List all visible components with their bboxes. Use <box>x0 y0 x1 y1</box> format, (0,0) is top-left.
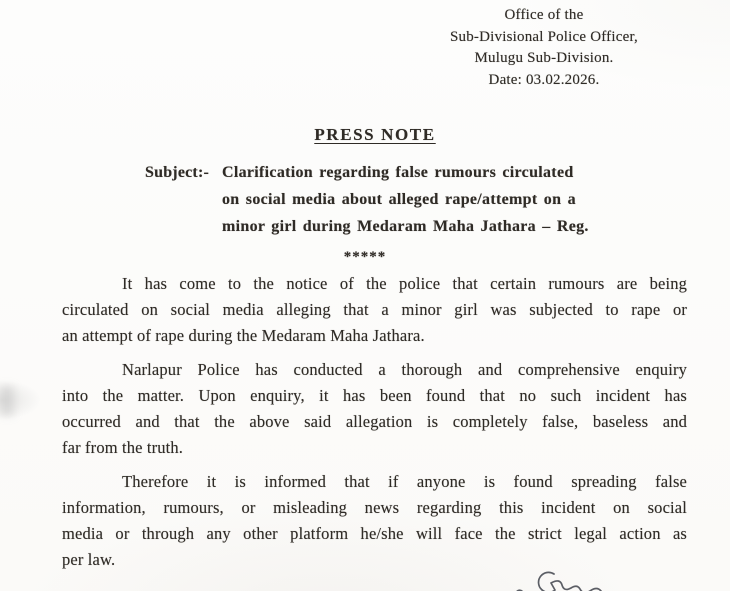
separator-stars: ***** <box>343 249 387 265</box>
body-line: It has come to the notice of the police that certain rumours are being <box>122 274 687 293</box>
letterhead-line-date: Date: 03.02.2026. <box>488 71 600 88</box>
body-line: per law. <box>62 550 116 569</box>
body-line: an attempt of rape during the Medaram Maha Jathara. <box>62 326 425 345</box>
body-text <box>62 271 687 581</box>
scan-smudge <box>0 386 14 416</box>
subject-line: minor girl during Medaram Maha Jathara – Reg. <box>222 218 589 235</box>
subject-block <box>145 159 642 240</box>
body-line: media or through any other platform he/she will face the strict legal action as <box>62 524 687 543</box>
subject-label: Subject:- <box>145 164 210 181</box>
body-line: information, rumours, or misleading news regarding this incident on social <box>62 498 687 517</box>
letterhead-line-division: Mulugu Sub-Division. <box>474 50 614 66</box>
body-line: occurred and that the above said allegation is completely false, baseless and <box>62 412 687 431</box>
paragraph-1 <box>62 271 687 349</box>
body-line: far from the truth. <box>62 438 184 457</box>
letterhead-line-officer: Sub-Divisional Police Officer, <box>449 28 638 45</box>
body-line: circulated on social media alleging that a minor girl was subjected to rape or <box>62 300 687 319</box>
document-title: PRESS NOTE <box>314 125 436 144</box>
body-line: into the matter. Upon enquiry, it has been found that no such incident has <box>62 386 687 405</box>
letterhead <box>433 5 655 91</box>
body-line: Narlapur Police has conducted a thorough and comprehensive enquiry <box>122 360 687 379</box>
subject-line: on social media about alleged rape/attempt on a <box>222 191 576 208</box>
subject-line: Clarification regarding false rumours circulated <box>222 164 574 181</box>
letterhead-line-office: Office of the <box>504 7 584 23</box>
body-line: Therefore it is informed that if anyone is found spreading false <box>122 472 687 491</box>
paragraph-2 <box>62 357 687 461</box>
subject-text <box>222 159 642 240</box>
signature-scribble <box>506 556 641 591</box>
